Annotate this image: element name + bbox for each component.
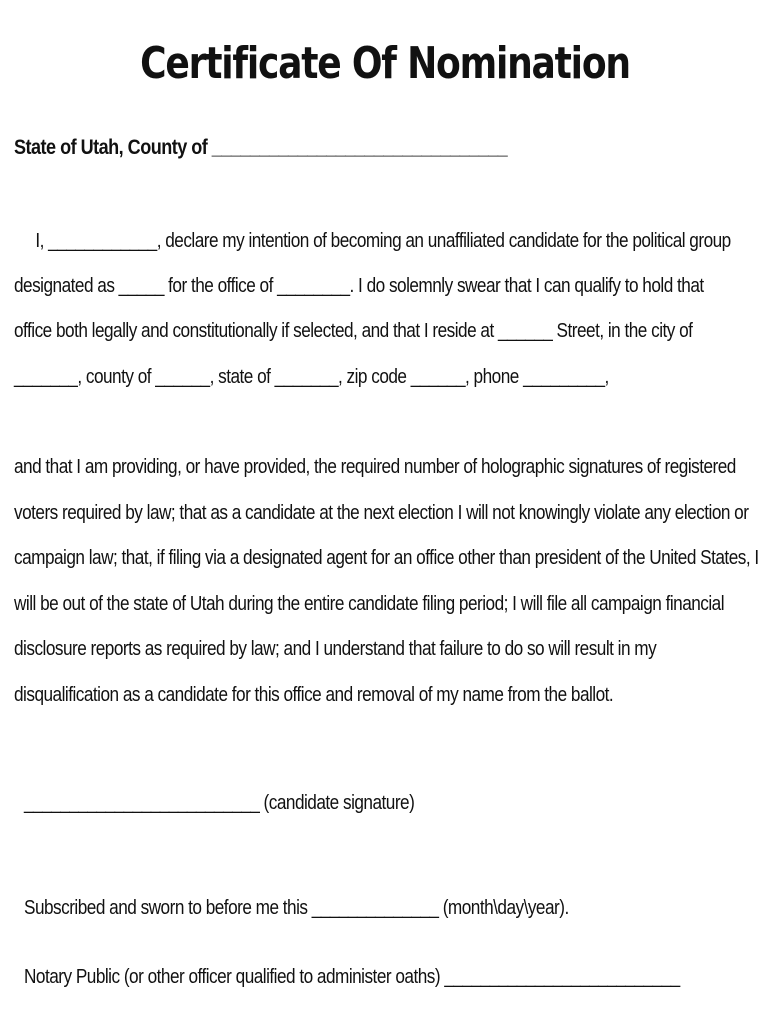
notary-line: Notary Public (or other officer qualified to administer oaths) __________________________ xyxy=(24,966,680,988)
paragraph2-line-1: and that I am providing, or have provided, the required number of holographic signatures of registered xyxy=(14,456,736,478)
paragraph2-line-2: voters required by law; that as a candidate at the next election I will not knowingly violate any election or xyxy=(14,502,749,524)
state-county-line: State of Utah, County of _______________________________ xyxy=(14,136,508,159)
paragraph1-line-1: I, ____________, declare my intention of becoming an unaffiliated candidate for the political group xyxy=(14,230,731,252)
paragraph2-line-4: will be out of the state of Utah during the entire candidate filing period; I will file all campaign financial xyxy=(14,593,725,615)
document-title: Certificate Of Nomination xyxy=(140,38,630,89)
paragraph1-line-4: _______, county of ______, state of _______, zip code ______, phone _________, xyxy=(14,366,609,388)
paragraph1-line-3: office both legally and constitutionally if selected, and that I reside at ______ Street, in the city of xyxy=(14,320,693,342)
candidate-signature-line: __________________________ (candidate signature) xyxy=(24,792,415,814)
sworn-date-line: Subscribed and sworn to before me this ______________ (month\day\year). xyxy=(24,897,569,919)
paragraph2-line-6: disqualification as a candidate for this office and removal of my name from the ballot. xyxy=(14,684,614,706)
paragraph1-line-2: designated as _____ for the office of ________. I do solemnly swear that I can qualify to hold that xyxy=(14,275,704,297)
paragraph2-line-3: campaign law; that, if filing via a designated agent for an office other than president of the United States, I xyxy=(14,547,759,569)
paragraph2-line-5: disclosure reports as required by law; and I understand that failure to do so will result in my xyxy=(14,638,657,660)
